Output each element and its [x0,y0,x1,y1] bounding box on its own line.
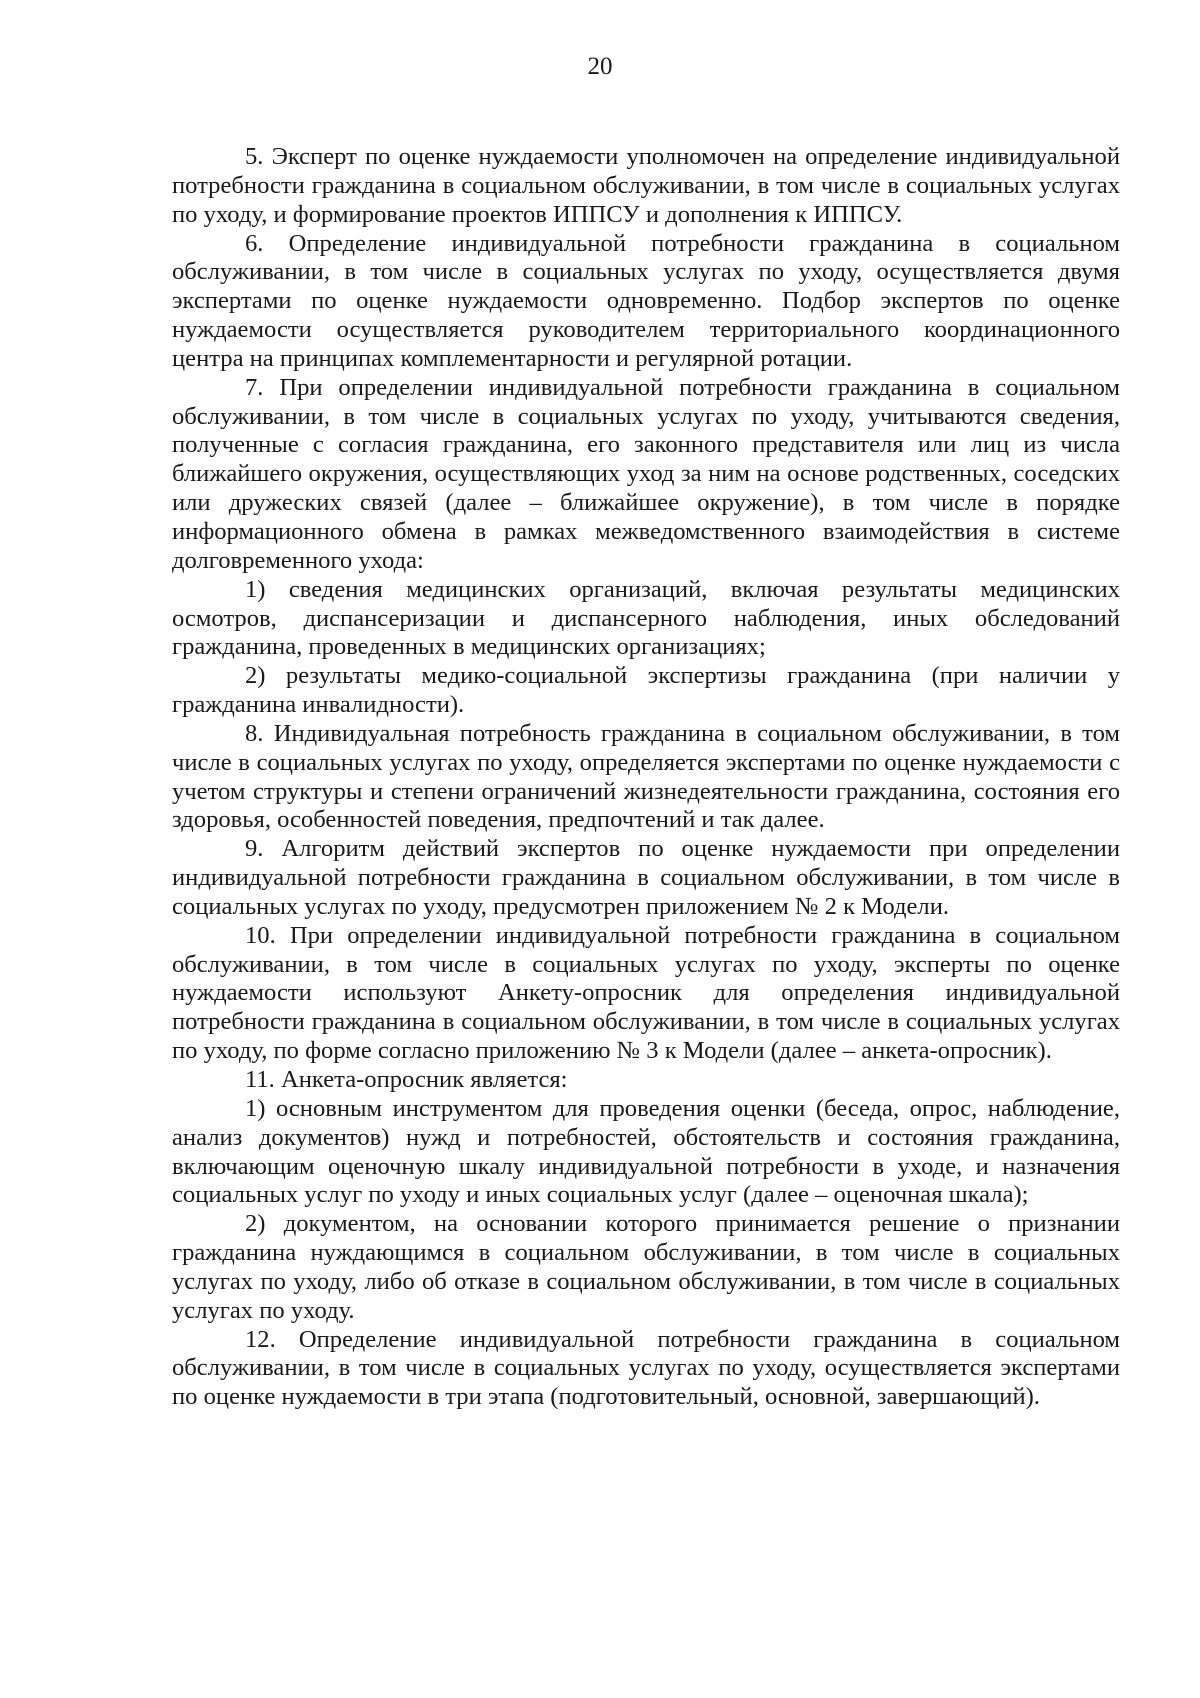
paragraph-item-8: 8. Индивидуальная потребность гражданина в социальном обслуживании, в том числе в социальных услугах по уходу, определяется экспертами по оценке нуждаемости с учетом структуры и степени ограничений жизнедеятельности гражданина, состояния его здоровья, особенностей поведения, предпочтений и так далее. [172,719,1120,834]
page-number: 20 [587,53,613,80]
paragraph-subitem-7-1: 1) сведения медицинских организаций, включая результаты медицинских осмотров, диспансеризации и диспансерного наблюдения, иных обследований гражданина, проведенных в медицинских организациях; [172,575,1120,661]
paragraph-item-9: 9. Алгоритм действий экспертов по оценке нуждаемости при определении индивидуальной потребности гражданина в социальном обслуживании, в том числе в социальных услугах по уходу, предусмотрен приложением № 2 к Модели. [172,835,1120,920]
paragraph-subitem-11-1: 1) основным инструментом для проведения оценки (беседа, опрос, наблюдение, анализ документов) нужд и потребностей, обстоятельств и состояния гражданина, включающим оценочную шкалу индивидуальной потребности в уходе, и назначения социальных услуг по уходу и иных социальных услуг (далее – оценочная шкала); [172,1094,1120,1209]
document-body [172,143,1120,1412]
paragraph-item-6: 6. Определение индивидуальной потребности гражданина в социальном обслуживании, в том числе в социальных услугах по уходу, осуществляется двумя экспертами по оценке нуждаемости одновременно. Подбор экспертов по оценке нуждаемости осуществляется руководителем территориального координационного центра на принципах комплементарности и регулярной ротации. [172,229,1120,372]
paragraph-subitem-7-2: 2) результаты медико-социальной экспертизы гражданина (при наличии у гражданина инвалидности). [172,662,1120,719]
paragraph-item-10: 10. При определении индивидуальной потребности гражданина в социальном обслуживании, в том числе в социальных услугах по уходу, эксперты по оценке нуждаемости используют Анкету-опросник для определения индивидуальной потребности гражданина в социальном обслуживании, в том числе в социальных услугах по уходу, по форме согласно приложению № 3 к Модели (далее – анкета-опросник). [172,921,1120,1065]
paragraph-item-5: 5. Эксперт по оценке нуждаемости уполномочен на определение индивидуальной потребности гражданина в социальном обслуживании, в том числе в социальных услугах по уходу, и формирование проектов ИППСУ и дополнения к ИППСУ. [172,143,1120,228]
paragraph-item-12: 12. Определение индивидуальной потребности гражданина в социальном обслуживании, в том числе в социальных услугах по уходу, осуществляется экспертами по оценке нуждаемости в три этапа (подготовительный, основной, завершающий). [172,1325,1120,1411]
paragraph-subitem-11-2: 2) документом, на основании которого принимается решение о признании гражданина нуждающимся в социальном обслуживании, в том числе в социальных услугах по уходу, либо об отказе в социальном обслуживании, в том числе в социальных услугах по уходу. [172,1210,1120,1324]
paragraph-item-7: 7. При определении индивидуальной потребности гражданина в социальном обслуживании, в том числе в социальных услугах по уходу, учитываются сведения, полученные с согласия гражданина, его законного представителя или лиц из числа ближайшего окружения, осуществляющих уход за ним на основе родственных, соседских или дружеских связей (далее – ближайшее окружение), в том числе в порядке информационного обмена в рамках межведомственного взаимодействия в системе долговременного ухода: [172,373,1120,574]
paragraph-item-11: 11. Анкета-опросник является: [245,1066,568,1093]
